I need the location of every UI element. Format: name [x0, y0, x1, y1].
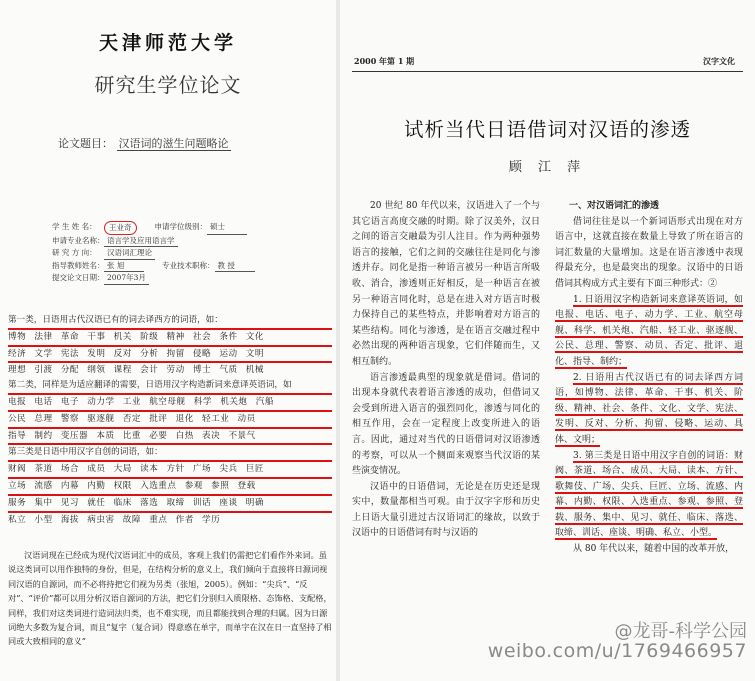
info-row-direction: 研 究 方 向： 汉语词汇理论: [52, 247, 328, 260]
class2-words-line: 指导 制约 变压器 本质 比重 必要 白热 表决 不景气: [8, 429, 332, 446]
class1-words-line: 博物 法律 革命 干事 机关 阶级 精神 社会 条件 文化: [8, 330, 332, 347]
journal-header: [352, 56, 743, 72]
class3-words-line: 立场 流感 内幕 内勤 权限 入选重点 参观 参照 登载: [8, 479, 332, 496]
student-info-block: [52, 221, 328, 285]
loanword-classification-block: [8, 313, 332, 527]
student-name-circled: 王业奇: [104, 221, 137, 235]
article-paragraph: 从 80 年代以来，随着中国的改革开放，: [573, 544, 735, 555]
thesis-body-paragraph: 汉语词现在已经成为现代汉语词汇中的成员，客观上我们仍需把它们看作外来词。虽说这类词可以用作独特的身份，但是，在结构分析的意义上，我们倾向于直接将日源词视同汉语的自源词，而不必将持把它们视为另类（张旭，2005）。例如：“尖兵”、“反对”、“评价”都可以用分析汉语自源词的方法，把它们分别归入质限格、态饰格、支配格，同样，我们对这类词进行造词法归类，也不难实现，而且都能找到合理的归属。因为日源词绝大多数为复合词，而且“复字（复合词）得意惑在单字，而单字在汉在日一直坚持了相同或大致相同的意义”: [8, 550, 332, 647]
section-heading: 一、对汉语词汇的渗透: [569, 201, 660, 211]
info-row-advisor: 指导教师姓名： 张 旭 专业技术职称： 教 授: [52, 260, 328, 273]
class1-heading: 第一类，日语用古代汉语已有的词去译西方的词语，如：: [8, 313, 332, 330]
class2-words-line: 公民 总理 警察 驱逐舰 否定 批评 退化 轻工业 动员: [8, 412, 332, 429]
class2-words-line: 电报 电话 电子 动力学 工业 航空母舰 科学 机关炮 汽船: [8, 395, 332, 412]
university-seal: 天津师范大学: [98, 32, 237, 54]
watermark-url: weibo.com/u/1769466957: [487, 640, 747, 662]
topic-label: 论文题目：: [58, 137, 113, 150]
right-page-article: [340, 0, 755, 681]
class3-words-line: 服务 集中 见习 就任 临床 落选 取缔 训话 座谈 明确: [8, 496, 332, 513]
article-paragraph: 20 世纪 80 年代以来，汉语进入了一个与其它语言高度交融的时期。除了汉美外，汉日之间的语言交融最为引人注目。作为两种强势语言的接触，它们之间的交融往往是同化与渗透并存。同化是指一种语言被另一种语言所吸收、消合，渗透则正好相反，是一种语言在被另一种语言同化时，总是在进入对方语言时极力保持自己的某些特点，并影响着对方语言的某些结构。同化与渗透，是在语言交融过程中必然出现的两种语言现象，它们伴随而生，又相互制约。: [352, 201, 540, 367]
article-title: 试析当代日语借词对汉语的渗透: [403, 118, 691, 141]
left-page-thesis: [0, 0, 336, 681]
journal-issue: 2000 年第 1 期: [354, 56, 415, 66]
article-columns: [352, 199, 743, 558]
article-column-right: [555, 199, 743, 558]
thesis-type-heading: 研究生学位论文: [94, 73, 242, 97]
class3-words-line: 私立 小型 海拔 病虫害 故障 重点 作者 学历: [8, 514, 221, 525]
class2-heading: 第二类，同样是为适应翻译的需要，日语用汉字构造新词来意译英语词，如: [8, 378, 332, 395]
info-row-name: 学 生 姓 名： 王业奇 申请学位级别： 硕士: [52, 221, 328, 235]
article-paragraph: 汉语中的日语借词，无论是在历史还是现实中，数量都相当可观。由于汉字字形和历史上日语大量引进过古汉语词汇的缘故，以致于汉语中的日语借词有时与汉语的: [352, 481, 540, 539]
journal-name: 汉字文化: [703, 56, 735, 66]
article-paragraph: 语言渗透最典型的现象就是借词。借词的出现本身就代表着语言渗透的成功，但借词又会受到所进入语言的强烈同化，渗透与同化的相互作用，会在一定程度上改变所进入的语言。因此，通过对当代的日语借词对汉语渗透的考察，可以从一个侧面来观察当代汉语的某些演变情况。: [352, 372, 540, 477]
info-row-date: 提交论文日期： 2007年3月: [52, 272, 328, 285]
class3-words-line: 财阀 茶道 场合 成员 大局 读本 方针 广场 尖兵 巨匠: [8, 462, 332, 479]
class3-heading: 第三类是日语中用汉字自创的词语，如：: [8, 445, 332, 462]
loanword-item: 3. 第三类是日语中用汉字自创的词语：财阀、茶道、场合、成员、大局、读本、方针、歌舞伎、广场、尖兵、巨匠、立场、流感、内幕、内勤、权限、入选重点、参观、参照、登载、服务、集中、见习、就任、临床、落选、取缔、训话、座谈、明确、私立、小型。: [555, 450, 743, 539]
class1-words-line: 经济 文学 宪法 发明 反对 分析 拘留 侵略 运动 文明: [8, 347, 332, 364]
article-paragraph: 借词往往是以一个新词语形式出现在对方语言中，这就直接在数量上导致了所在语言的词汇数量的大量增加。这是在语言渗透中表现得最充分，也是最突出的现象。汉语中的日语借词其构成方式主要有下面三种形式：②: [555, 216, 743, 289]
article-author: 顾 江 萍: [508, 160, 587, 175]
article-column-left: [352, 199, 540, 558]
watermark-handle: @龙哥-科学公园: [614, 621, 747, 642]
topic-value: 汉语词的滋生问题略论: [118, 137, 229, 150]
class1-words-line: 理想 引渡 分配 纲领 课程 会计 劳动 博士 气质 机械: [8, 365, 264, 376]
loanword-item: 2. 日语用古代汉语已有的词去译西方词语，如博物、法律、革命、干事、机关、阶级、精神、社会、条件、文化、文学、宪法、发明、反对、分析、拘留、侵略、运动、具体、文明；: [555, 372, 743, 445]
loanword-item: 1. 日语用汉字构造新词来意译英语词，如电报、电话、电子、动力学、工业、航空母舰、科学、机关炮、汽船、轻工业、驱逐舰、公民、总理、警察、动员、否定、批评、退化、指导、制约；: [555, 294, 743, 367]
info-row-major: 申请专业名称： 语言学及应用语言学: [52, 235, 328, 248]
thesis-topic: [58, 135, 328, 151]
